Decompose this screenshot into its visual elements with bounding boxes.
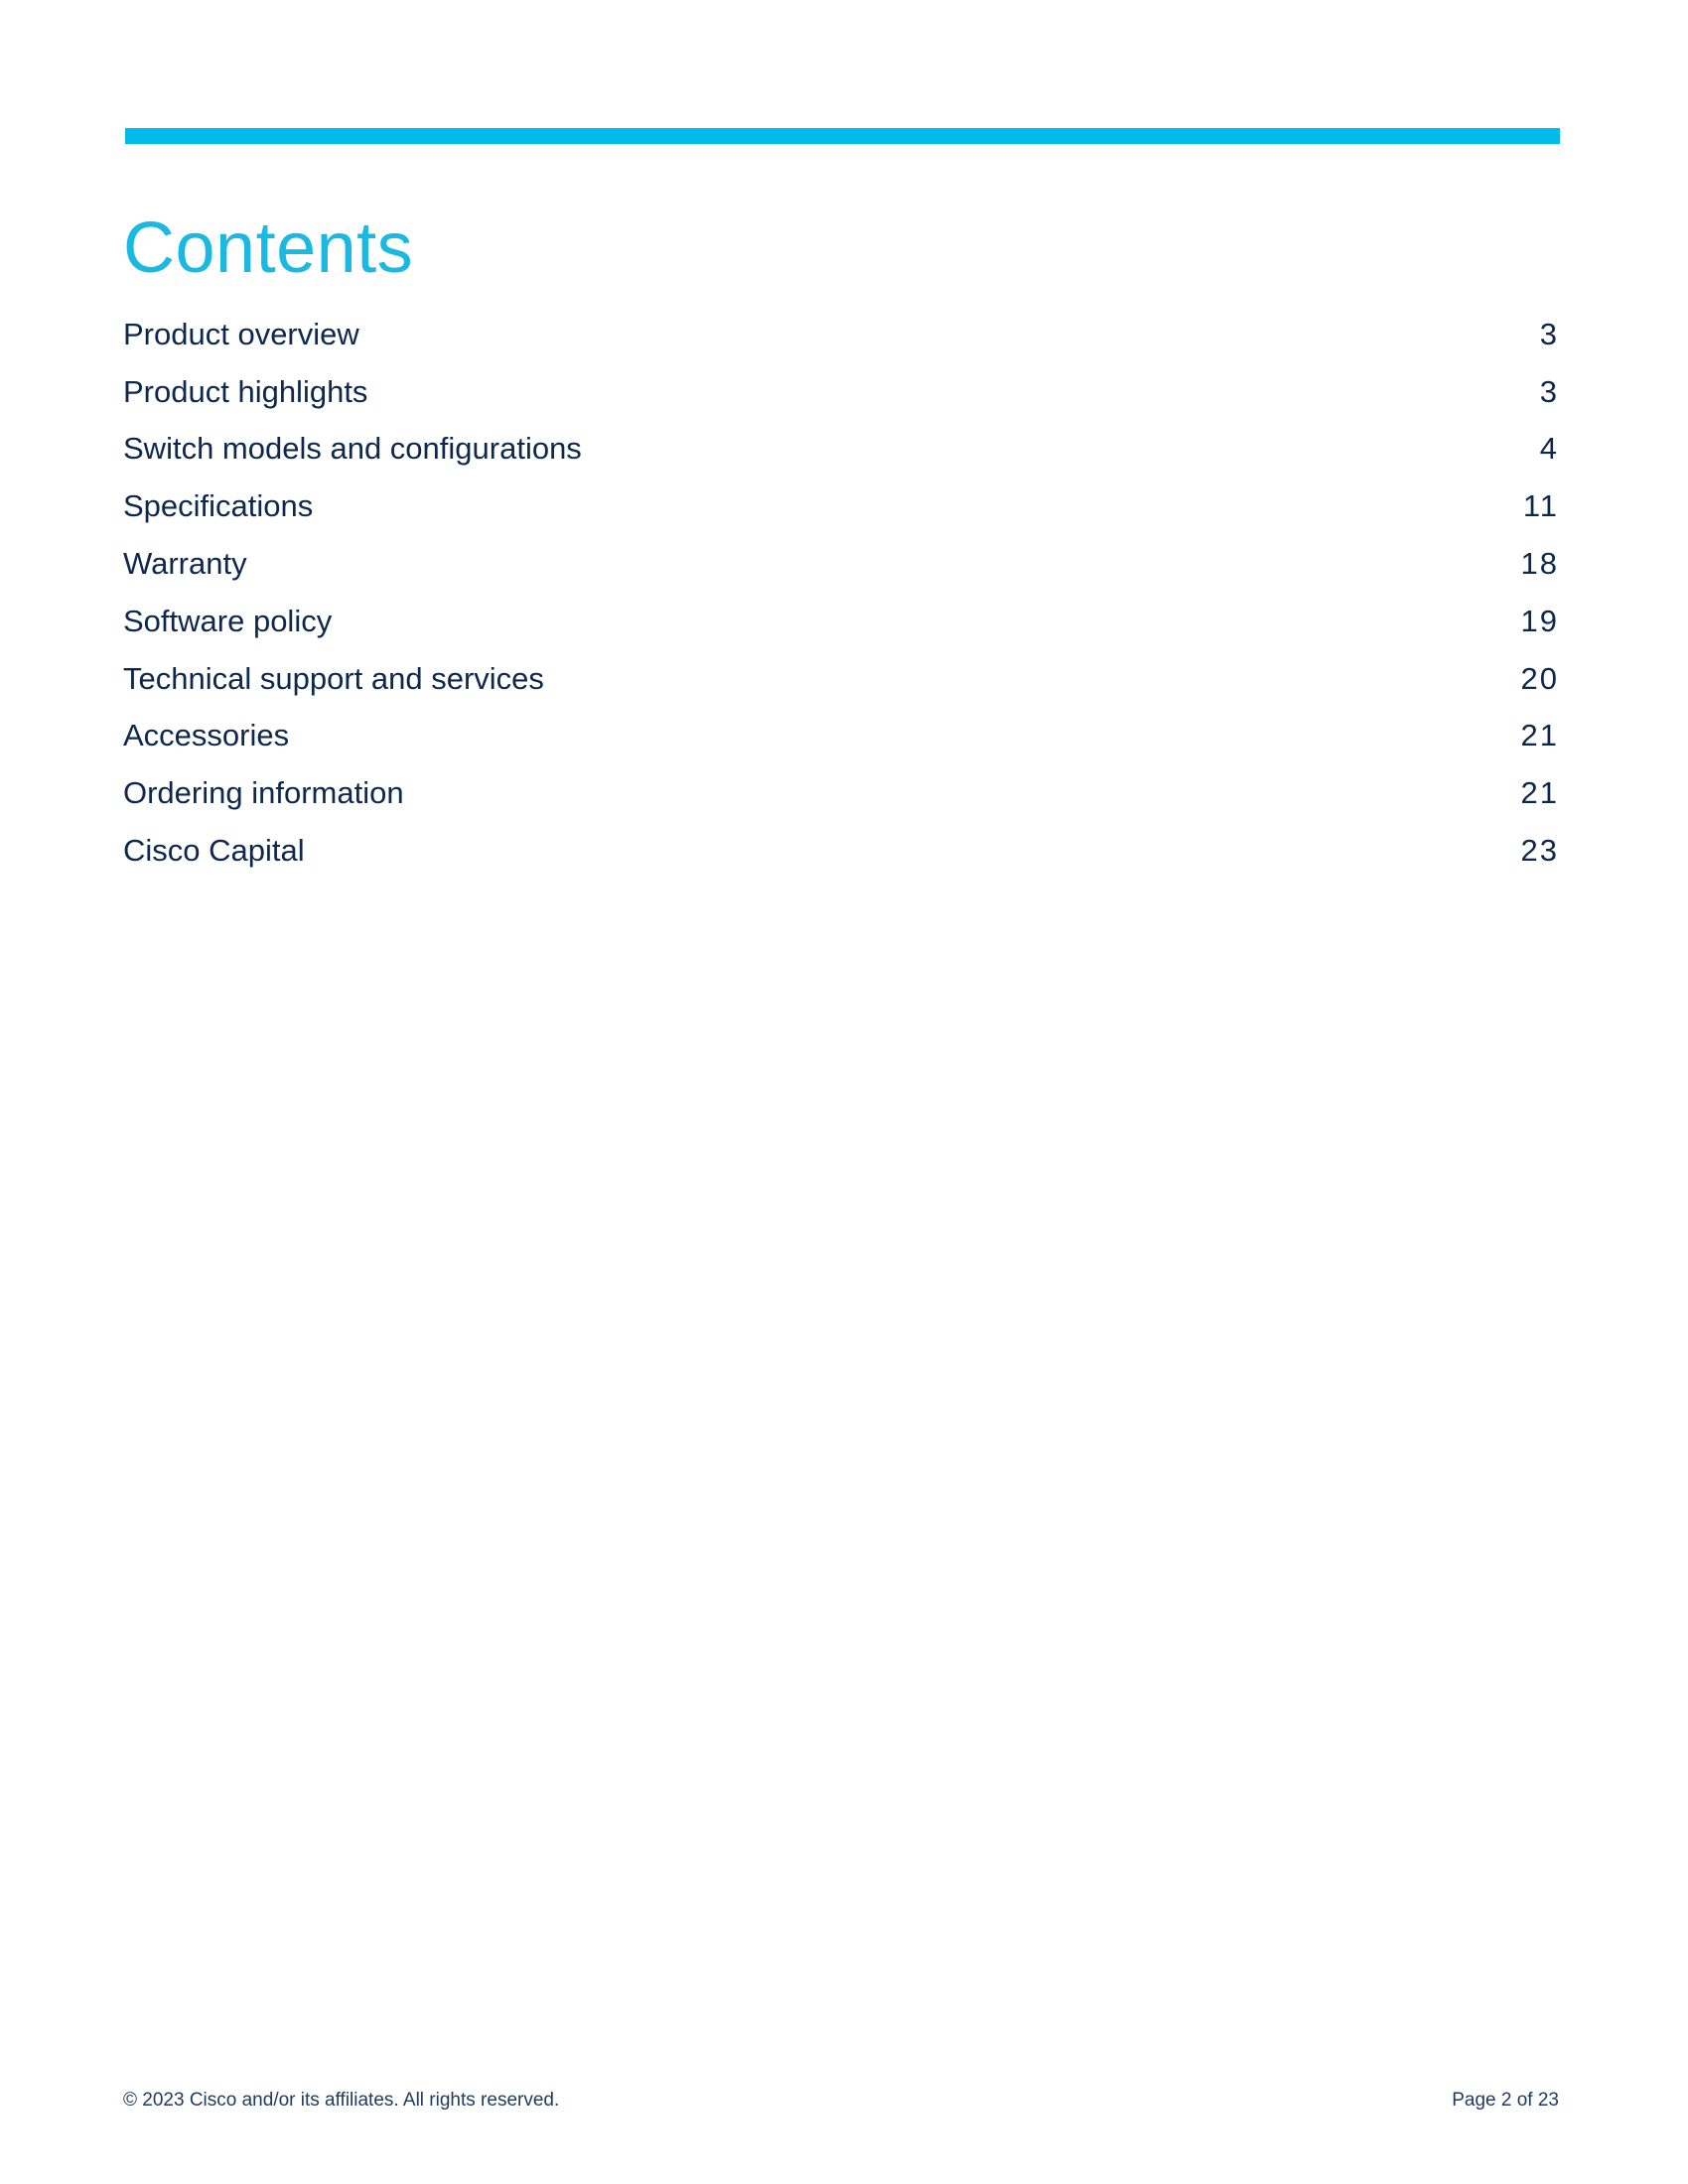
toc-entry-label: Switch models and configurations — [123, 431, 582, 467]
toc-entry-label: Accessories — [123, 718, 290, 753]
toc-entry-software-policy[interactable] — [123, 593, 1559, 650]
toc-entry-ordering-information[interactable] — [123, 764, 1559, 822]
toc-entry-page: 20 — [1520, 660, 1559, 696]
page-number: Page 2 of 23 — [1452, 2090, 1559, 2111]
toc-entry-label: Technical support and services — [123, 660, 544, 696]
toc-entry-accessories[interactable] — [123, 708, 1559, 765]
toc-entry-page: 23 — [1520, 833, 1559, 869]
toc-entry-page: 21 — [1520, 775, 1559, 811]
toc-entry-page: 18 — [1520, 546, 1559, 582]
toc-entry-product-highlights[interactable] — [123, 363, 1559, 421]
header-accent-bar — [125, 128, 1560, 144]
toc-entry-page: 3 — [1539, 316, 1559, 351]
toc-entry-page: 11 — [1522, 488, 1559, 524]
toc-entry-page: 3 — [1539, 373, 1559, 409]
toc-entry-label: Warranty — [123, 546, 247, 582]
toc-entry-label: Product highlights — [123, 373, 368, 409]
toc-entry-label: Software policy — [123, 603, 333, 638]
toc-entry-page: 21 — [1520, 718, 1559, 753]
toc-entry-label: Product overview — [123, 316, 359, 351]
toc-entry-page: 19 — [1520, 603, 1559, 638]
toc-entry-product-overview[interactable] — [123, 306, 1559, 363]
toc-entry-switch-models[interactable] — [123, 421, 1559, 478]
toc-entry-label: Specifications — [123, 488, 314, 524]
toc-entry-label: Cisco Capital — [123, 833, 305, 869]
page-title: Contents — [123, 208, 414, 288]
toc-entry-page: 4 — [1539, 431, 1559, 467]
toc-entry-label: Ordering information — [123, 775, 404, 811]
page-footer — [123, 2089, 1559, 2113]
toc-entry-specifications[interactable] — [123, 478, 1559, 535]
copyright-notice: © 2023 Cisco and/or its affiliates. All rights reserved. — [123, 2090, 560, 2111]
toc-entry-cisco-capital[interactable] — [123, 822, 1559, 880]
table-of-contents — [123, 306, 1559, 880]
toc-entry-technical-support[interactable] — [123, 650, 1559, 708]
toc-entry-warranty[interactable] — [123, 535, 1559, 593]
